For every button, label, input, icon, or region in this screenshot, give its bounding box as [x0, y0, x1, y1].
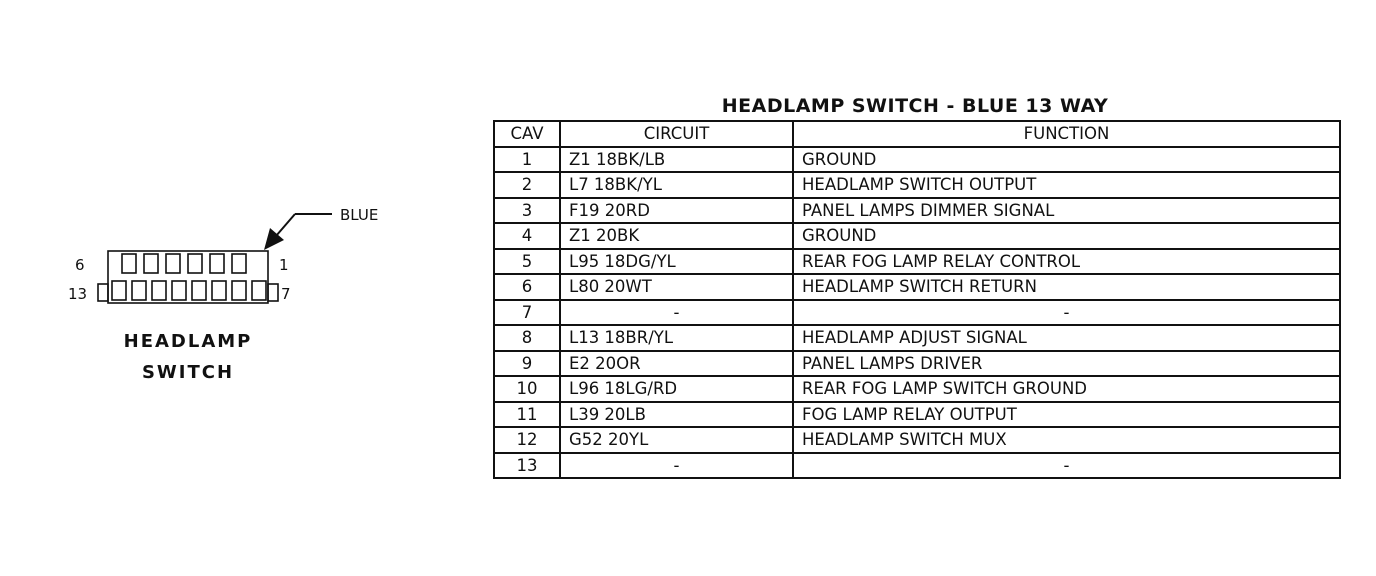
function-cell: REAR FOG LAMP RELAY CONTROL	[793, 249, 1340, 275]
table-row	[494, 427, 1340, 453]
connector-color-label: BLUE	[340, 206, 379, 224]
circuit-cell: Z1 18BK/LB	[560, 147, 793, 173]
connector-name-line2: SWITCH	[141, 362, 235, 383]
cav-cell: 5	[494, 249, 560, 275]
connector-bottom-row-cavities	[112, 281, 266, 300]
connector-diagram	[0, 0, 420, 420]
circuit-cell: L39 20LB	[560, 402, 793, 428]
table-row	[494, 402, 1340, 428]
table-row	[494, 198, 1340, 224]
table-row	[494, 376, 1340, 402]
circuit-cell: -	[560, 453, 793, 479]
table-row	[494, 300, 1340, 326]
cav-cell: 3	[494, 198, 560, 224]
table-row	[494, 249, 1340, 275]
cav-cell: 13	[494, 453, 560, 479]
table-title: HEADLAMP SWITCH - BLUE 13 WAY	[721, 95, 1109, 117]
function-cell: PANEL LAMPS DIMMER SIGNAL	[793, 198, 1340, 224]
table-row	[494, 351, 1340, 377]
circuit-cell: L80 20WT	[560, 274, 793, 300]
circuit-cell: -	[560, 300, 793, 326]
cav-cell: 6	[494, 274, 560, 300]
cav-cell: 1	[494, 147, 560, 173]
table-header-row	[494, 121, 1340, 147]
circuit-cell: E2 20OR	[560, 351, 793, 377]
pin-label-13: 13	[68, 285, 88, 303]
function-cell: GROUND	[793, 223, 1340, 249]
cav-cell: 12	[494, 427, 560, 453]
circuit-cell: G52 20YL	[560, 427, 793, 453]
connector-name-line1: HEADLAMP	[123, 331, 253, 352]
header-circuit: CIRCUIT	[560, 121, 793, 147]
cav-cell: 4	[494, 223, 560, 249]
function-cell: HEADLAMP ADJUST SIGNAL	[793, 325, 1340, 351]
function-cell: -	[793, 453, 1340, 479]
cav-cell: 2	[494, 172, 560, 198]
cav-cell: 8	[494, 325, 560, 351]
leader-line-diagonal	[276, 214, 295, 236]
table-row	[494, 274, 1340, 300]
pin-label-1: 1	[279, 256, 289, 274]
circuit-cell: Z1 20BK	[560, 223, 793, 249]
table-row	[494, 172, 1340, 198]
pinout-table	[493, 120, 1341, 479]
cav-cell: 11	[494, 402, 560, 428]
circuit-cell: L95 18DG/YL	[560, 249, 793, 275]
table-row	[494, 325, 1340, 351]
header-function: FUNCTION	[793, 121, 1340, 147]
table-row	[494, 453, 1340, 479]
connector-top-row-cavities	[122, 254, 246, 273]
header-cav: CAV	[494, 121, 560, 147]
cav-cell: 9	[494, 351, 560, 377]
function-cell: FOG LAMP RELAY OUTPUT	[793, 402, 1340, 428]
function-cell: GROUND	[793, 147, 1340, 173]
function-cell: HEADLAMP SWITCH MUX	[793, 427, 1340, 453]
pin-label-6: 6	[75, 256, 85, 274]
table-row	[494, 147, 1340, 173]
function-cell: HEADLAMP SWITCH RETURN	[793, 274, 1340, 300]
circuit-cell: L13 18BR/YL	[560, 325, 793, 351]
function-cell: -	[793, 300, 1340, 326]
cav-cell: 10	[494, 376, 560, 402]
circuit-cell: F19 20RD	[560, 198, 793, 224]
function-cell: REAR FOG LAMP SWITCH GROUND	[793, 376, 1340, 402]
function-cell: PANEL LAMPS DRIVER	[793, 351, 1340, 377]
pin-label-7: 7	[281, 285, 291, 303]
table-row	[494, 223, 1340, 249]
function-cell: HEADLAMP SWITCH OUTPUT	[793, 172, 1340, 198]
cav-cell: 7	[494, 300, 560, 326]
circuit-cell: L96 18LG/RD	[560, 376, 793, 402]
circuit-cell: L7 18BK/YL	[560, 172, 793, 198]
